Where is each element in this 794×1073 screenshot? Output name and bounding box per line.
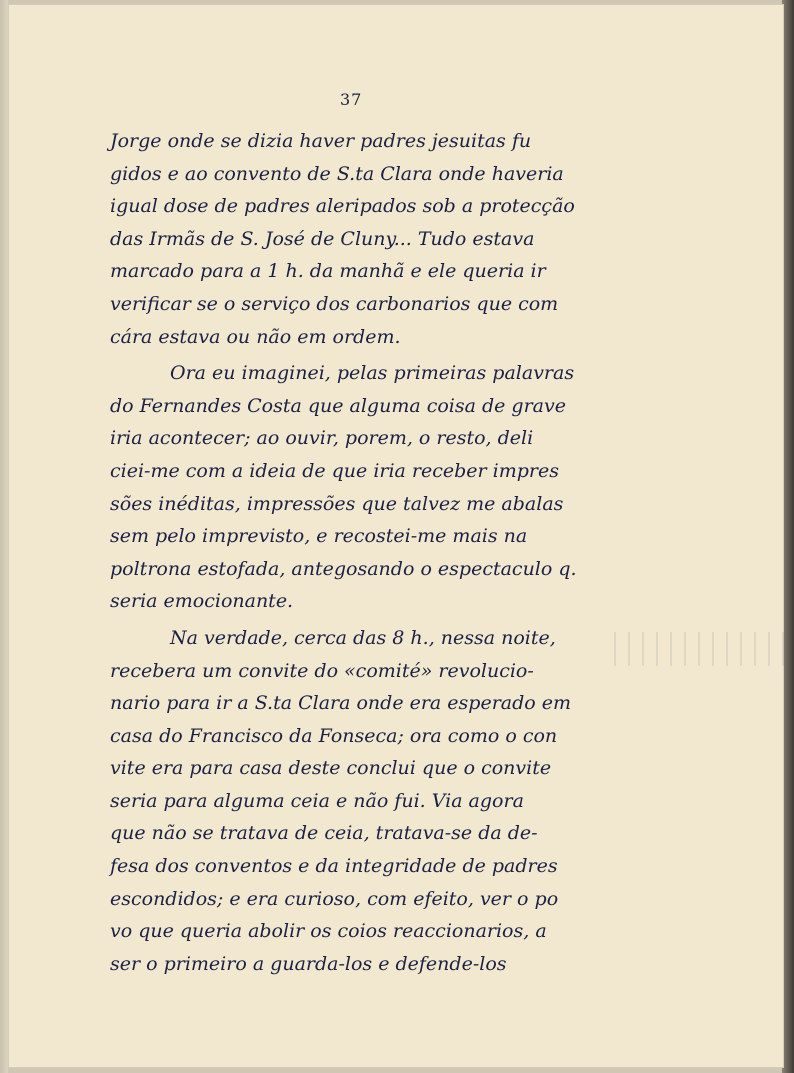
text-line: Jorge onde se dizia haver padres jesuitas fu (110, 130, 532, 152)
text-line: seria para alguma ceia e não fui. Via agora (110, 789, 524, 812)
text-line: verificar se o serviço dos carbonarios que com (110, 292, 559, 315)
text-line-paragraph-start: Na verdade, cerca das 8 h., nessa noite, (170, 626, 556, 649)
text-line: sem pelo imprevisto, e recostei-me mais na (110, 525, 528, 548)
text-line: casa do Francisco da Fonseca; ora como o con (110, 724, 558, 747)
text-line: que não se tratava de ceia, tratava-se da de- (110, 822, 538, 845)
left-page-edge (0, 0, 8, 1073)
text-line: nario para ir a S.ta Clara onde era esperado em (110, 692, 572, 715)
text-line-paragraph-start: Ora eu imaginei, pelas primeiras palavras (170, 362, 575, 385)
text-line: ser o primeiro a guarda-los e defende-los (110, 952, 507, 975)
handwritten-text-block (110, 125, 610, 980)
text-line: recebera um convite do «comité» revolucio- (110, 659, 534, 682)
text-line: fesa dos conventos e da integridade de padres (110, 855, 558, 878)
text-line: das Irmãs de S. José de Cluny... Tudo estava (110, 227, 535, 250)
text-line: poltrona estofada, antegosando o espectaculo q. (110, 557, 577, 580)
text-line: cára estava ou não em ordem. (110, 325, 401, 348)
text-line: sões inéditas, impressões que talvez me abalas (110, 492, 564, 515)
text-line: seria emocionante. (110, 590, 294, 613)
page-number: 37 (340, 90, 363, 109)
text-line: escondidos; e era curioso, com efeito, ver o po (110, 887, 559, 910)
text-line: do Fernandes Costa que alguma coisa de grave (110, 394, 566, 417)
text-line: marcado para a 1 h. da manhã e ele queria ir (110, 260, 546, 283)
text-line: vite era para casa deste conclui que o convite (110, 757, 552, 780)
text-line: igual dose de padres aleripados sob a protecção (110, 195, 575, 218)
text-line: gidos e ao convento de S.ta Clara onde haveria (110, 162, 564, 185)
text-line: ciei-me com a ideia de que iria receber impres (110, 459, 559, 482)
text-line: vo que queria abolir os coios reaccionarios, a (110, 920, 547, 943)
bleed-through-text (604, 632, 794, 666)
text-line: iria acontecer; ao ouvir, porem, o resto, deli (110, 427, 534, 450)
